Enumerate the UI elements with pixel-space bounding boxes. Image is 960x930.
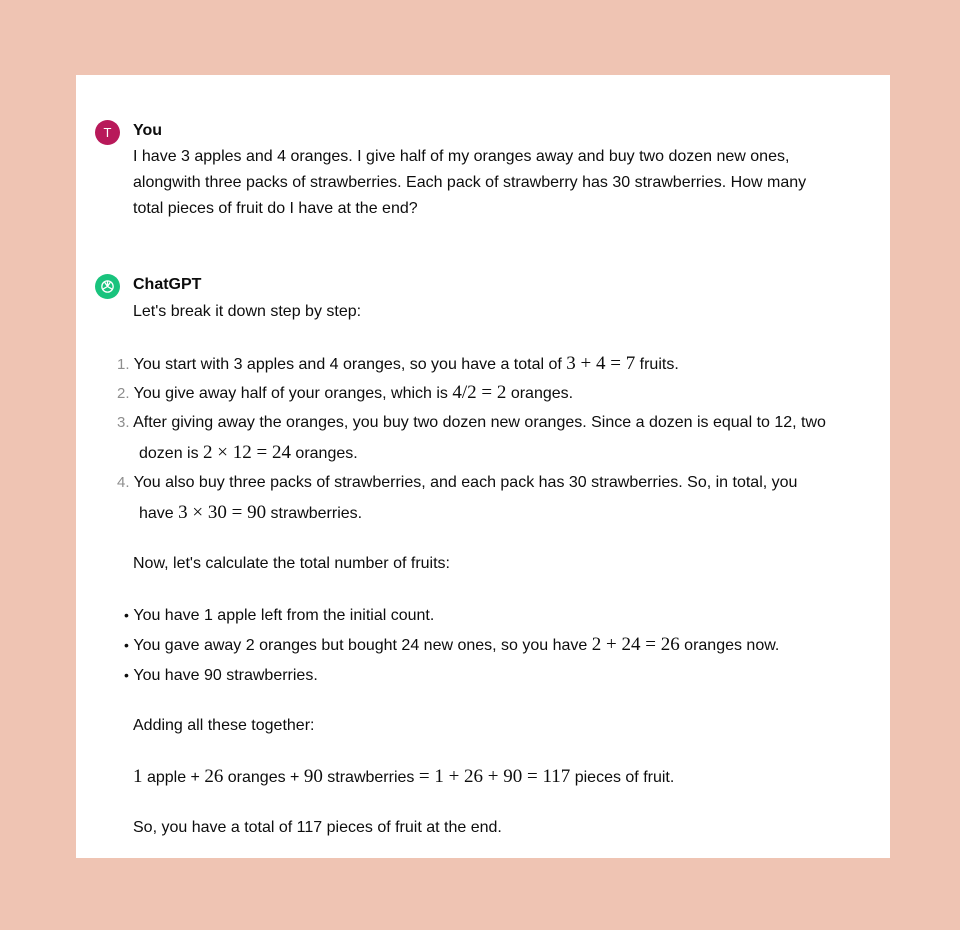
user-name: You <box>133 122 163 139</box>
math-expression: 3 + 4 = 7 <box>566 353 636 374</box>
list-item <box>117 410 826 436</box>
step-text: You start with 3 apples and 4 oranges, so you have a total of <box>133 356 567 373</box>
list-item <box>117 351 679 378</box>
step-text: oranges. <box>290 445 358 462</box>
bullet-icon: • <box>124 637 129 653</box>
bullet-text: oranges now. <box>679 637 780 654</box>
equation-text: oranges + <box>223 769 304 786</box>
list-item-continuation <box>139 440 358 467</box>
math-expression: 2 + 24 = 26 <box>591 634 680 655</box>
equation-text: strawberries <box>322 769 419 786</box>
equation-text: apple + <box>142 769 205 786</box>
list-number: 4. <box>117 474 130 491</box>
bullet-item <box>124 662 318 689</box>
equation-text: pieces of fruit. <box>570 769 675 786</box>
math-expression: 4/2 = 2 <box>452 382 507 403</box>
conclusion-text: So, you have a total of 117 pieces of fruit at the end. <box>133 819 502 836</box>
bullet-icon: • <box>124 667 129 683</box>
step-text: After giving away the oranges, you buy two dozen new oranges. Since a dozen is equal to 12, two <box>133 414 826 431</box>
step-text: fruits. <box>635 356 679 373</box>
assistant-name: ChatGPT <box>133 276 202 293</box>
user-message-line: total pieces of fruit do I have at the end? <box>133 200 418 217</box>
assistant-intro: Let's break it down step by step: <box>133 303 362 320</box>
bullet-item <box>124 602 434 629</box>
step-text: You give away half of your oranges, which is <box>133 385 453 402</box>
step-text: strawberries. <box>266 505 363 522</box>
math-expression: 3 × 30 = 90 <box>178 502 267 523</box>
adding-text: Adding all these together: <box>133 717 315 734</box>
user-message-line: alongwith three packs of strawberries. Each pack of strawberry has 30 strawberries. How many <box>133 174 807 191</box>
step-text: have <box>139 505 179 522</box>
math-expression: = 1 + 26 + 90 = 117 <box>418 766 571 787</box>
math-expression: 26 <box>204 766 224 787</box>
step-text: You also buy three packs of strawberries, and each pack has 30 strawberries. So, in total, you <box>133 474 798 491</box>
list-item <box>117 380 573 407</box>
list-item-continuation <box>139 500 362 527</box>
list-item <box>117 470 797 496</box>
bullet-text: You have 1 apple left from the initial count. <box>133 607 435 624</box>
user-avatar: T <box>95 120 120 145</box>
list-number: 1. <box>117 356 130 373</box>
bullet-item <box>124 632 779 659</box>
calc-intro: Now, let's calculate the total number of fruits: <box>133 555 450 572</box>
list-number: 2. <box>117 385 130 402</box>
step-text: dozen is <box>139 445 204 462</box>
user-message-line: I have 3 apples and 4 oranges. I give half of my oranges away and buy two dozen new ones, <box>133 148 790 165</box>
bullet-icon: • <box>124 607 129 623</box>
openai-logo-icon <box>95 274 120 299</box>
math-expression: 1 <box>133 766 143 787</box>
math-expression: 90 <box>303 766 323 787</box>
bullet-text: You have 90 strawberries. <box>133 667 318 684</box>
bullet-text: You gave away 2 oranges but bought 24 new ones, so you have <box>133 637 592 654</box>
total-equation <box>133 764 674 791</box>
list-number: 3. <box>117 414 130 431</box>
step-text: oranges. <box>506 385 574 402</box>
math-expression: 2 × 12 = 24 <box>203 442 291 463</box>
